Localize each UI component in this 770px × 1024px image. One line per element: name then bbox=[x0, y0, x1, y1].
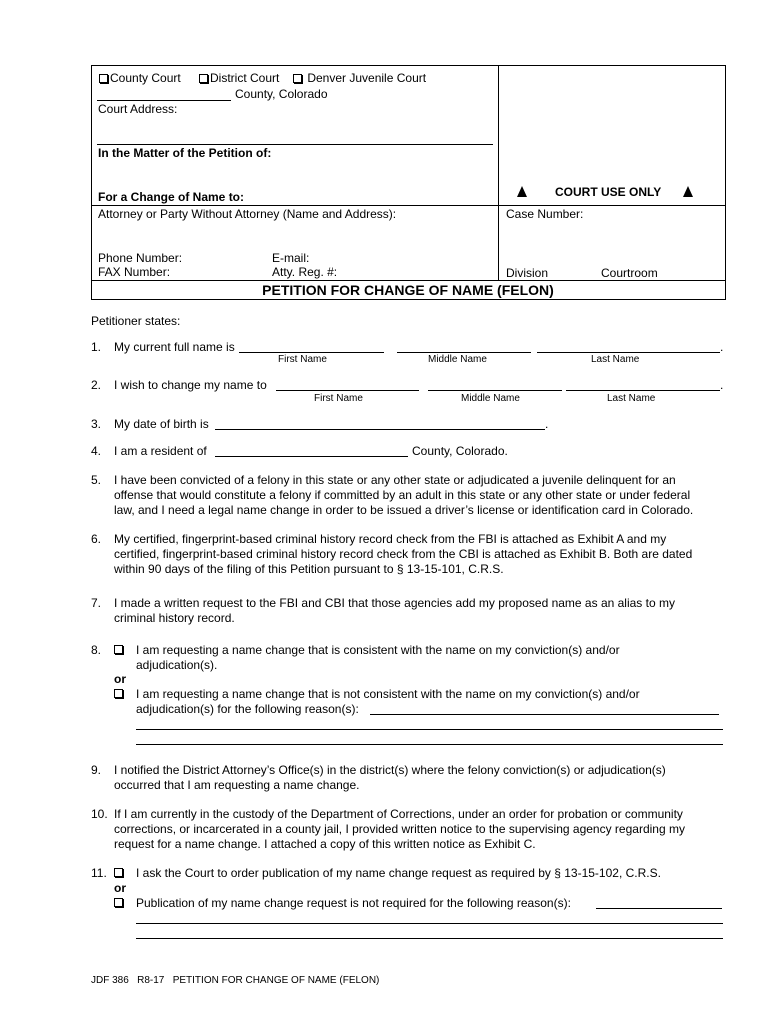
courtroom-label: Courtroom bbox=[601, 266, 658, 280]
item-6-line: within 90 days of the filing of this Petition pursuant to § 13-15-101, C.R.S. bbox=[114, 562, 504, 576]
checkbox-icon[interactable] bbox=[99, 74, 108, 83]
court-use-only: COURT USE ONLY bbox=[555, 185, 662, 199]
item-8-or: or bbox=[114, 672, 126, 686]
phone-label: Phone Number: bbox=[98, 251, 183, 265]
checkbox-icon[interactable] bbox=[293, 74, 302, 83]
checkbox-icon[interactable] bbox=[199, 74, 208, 83]
date-of-birth-field[interactable] bbox=[215, 429, 545, 430]
item-8-option-b-checkbox[interactable] bbox=[114, 689, 123, 698]
caption-divider-left bbox=[91, 205, 499, 206]
footer-text: JDF 386 R8-17 PETITION FOR CHANGE OF NAME (FELON) bbox=[91, 975, 380, 986]
item-8-reason-field[interactable] bbox=[136, 744, 723, 745]
item-11-reason-field[interactable] bbox=[136, 938, 723, 939]
item-11-or: or bbox=[114, 881, 126, 895]
atty-reg-label: Atty. Reg. #: bbox=[272, 265, 338, 279]
caption-title-divider bbox=[91, 280, 725, 281]
item-6-line: My certified, fingerprint-based criminal history record check from the FBI is attached as Exhibit A and my bbox=[114, 532, 667, 546]
court-address-label: Court Address: bbox=[98, 102, 178, 116]
item-8-reason-field[interactable] bbox=[136, 729, 723, 730]
item-11-reason-field[interactable] bbox=[596, 908, 722, 909]
middle-name-caption: Middle Name bbox=[428, 354, 487, 365]
item-9-number: 9. bbox=[91, 763, 102, 777]
up-triangle-icon bbox=[517, 186, 527, 197]
item-4-text: I am a resident of bbox=[114, 444, 207, 458]
last-name-caption: Last Name bbox=[591, 354, 640, 365]
attorney-label: Attorney or Party Without Attorney (Name and Address): bbox=[98, 207, 397, 221]
item-2-text: I wish to change my name to bbox=[114, 378, 267, 392]
court-option-district[interactable]: District Court bbox=[199, 71, 279, 85]
court-address-field[interactable] bbox=[97, 144, 493, 145]
item-5-number: 5. bbox=[91, 473, 102, 487]
item-4-number: 4. bbox=[91, 444, 102, 458]
fax-label: FAX Number: bbox=[98, 265, 171, 279]
item-11-option-a-checkbox[interactable] bbox=[114, 868, 123, 877]
item-10-line: corrections, or incarcerated in a county jail, I provided written notice to the supervising agency regarding my bbox=[114, 822, 685, 836]
item-8-option-a-line: I am requesting a name change that is consistent with the name on my conviction(s) and/or bbox=[136, 643, 620, 657]
court-option-denver-juvenile[interactable]: Denver Juvenile Court bbox=[293, 71, 426, 85]
caption-divider-right bbox=[498, 205, 725, 206]
matter-label: In the Matter of the Petition of: bbox=[98, 146, 272, 160]
resident-county-field[interactable] bbox=[215, 456, 408, 457]
item-11-number: 11. bbox=[91, 866, 107, 880]
item-10-number: 10. bbox=[91, 807, 108, 821]
item-5-line: I have been convicted of a felony in this state or any other state or adjudicated a juvenile delinquent for an bbox=[114, 473, 676, 487]
item-8-option-a-line: adjudication(s). bbox=[136, 658, 218, 672]
division-label: Division bbox=[506, 266, 549, 280]
county-suffix: County, Colorado bbox=[235, 87, 328, 101]
item-7-line: I made a written request to the FBI and CBI that those agencies add my proposed name as an alias to my bbox=[114, 596, 675, 610]
item-7-line: criminal history record. bbox=[114, 611, 235, 625]
form-title: PETITION FOR CHANGE OF NAME (FELON) bbox=[262, 282, 554, 298]
item-8-option-a-checkbox[interactable] bbox=[114, 645, 123, 654]
item-8-option-b-line: I am requesting a name change that is not consistent with the name on my conviction(s) and/or bbox=[136, 687, 640, 701]
item-11-option-b-checkbox[interactable] bbox=[114, 898, 123, 907]
item-2-number: 2. bbox=[91, 378, 102, 392]
middle-name-caption: Middle Name bbox=[461, 393, 520, 404]
item-5-line: offense that would constitute a felony if committed by an adult in this state or any other state or under federal bbox=[114, 488, 691, 502]
email-label: E-mail: bbox=[272, 251, 310, 265]
item-6-number: 6. bbox=[91, 532, 102, 546]
item-8-number: 8. bbox=[91, 643, 102, 657]
first-name-caption: First Name bbox=[278, 354, 327, 365]
item-6-line: certified, fingerprint-based criminal history record check from the CBI is attached as Exhibit B. Both are dated bbox=[114, 547, 693, 561]
first-name-caption: First Name bbox=[314, 393, 363, 404]
item-11-reason-field[interactable] bbox=[136, 923, 723, 924]
new-first-name-field[interactable] bbox=[276, 390, 419, 391]
item-3-text: My date of birth is bbox=[114, 417, 209, 431]
item-10-line: If I am currently in the custody of the Department of Corrections, under an order for probation or community bbox=[114, 807, 683, 821]
county-name-field[interactable] bbox=[97, 100, 231, 101]
item-1-number: 1. bbox=[91, 340, 102, 354]
item-4-suffix: County, Colorado. bbox=[412, 444, 508, 458]
caption-divider-vertical bbox=[498, 65, 499, 280]
new-middle-name-field[interactable] bbox=[428, 390, 562, 391]
item-3-number: 3. bbox=[91, 417, 102, 431]
change-label: For a Change of Name to: bbox=[98, 190, 245, 204]
item-11-option-a: I ask the Court to order publication of my name change request as required by § 13-15-102, C.R.S. bbox=[136, 866, 661, 880]
last-name-caption: Last Name bbox=[607, 393, 656, 404]
case-number-label: Case Number: bbox=[506, 207, 584, 221]
item-9-line: occurred that I am requesting a name change. bbox=[114, 778, 360, 792]
court-option-county[interactable]: County Court bbox=[99, 71, 181, 85]
item-8-option-b-line: adjudication(s) for the following reason(s): bbox=[136, 702, 359, 716]
intro-text: Petitioner states: bbox=[91, 314, 181, 328]
item-8-reason-field[interactable] bbox=[370, 714, 719, 715]
item-11-option-b: Publication of my name change request is not required for the following reason(s): bbox=[136, 896, 571, 910]
up-triangle-icon bbox=[683, 186, 693, 197]
item-10-line: request for a name change. I attached a copy of this written notice as Exhibit C. bbox=[114, 837, 536, 851]
item-7-number: 7. bbox=[91, 596, 102, 610]
new-last-name-field[interactable] bbox=[566, 390, 720, 391]
item-1-text: My current full name is bbox=[114, 340, 235, 354]
item-9-line: I notified the District Attorney’s Office(s) in the district(s) where the felony conviction(s) or adjudication(s) bbox=[114, 763, 666, 777]
item-5-line: law, and I need a legal name change in order to be issued a driver’s license or identification card in Colorado. bbox=[114, 503, 694, 517]
